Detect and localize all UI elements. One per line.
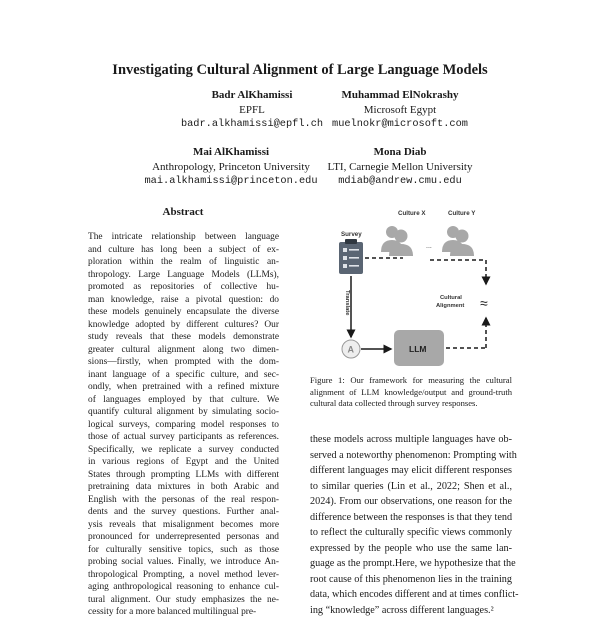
text-line: to similar queries (Lin et al., 2022; Shen et al., xyxy=(310,480,512,492)
author-block-4 xyxy=(280,145,520,189)
culture-y-label: Culture Y xyxy=(448,210,476,217)
text-line: pronounced for underrepresented personas and xyxy=(88,532,279,542)
text-line: of languages employed by that culture. We xyxy=(88,394,279,405)
text-line: promoted as repositories of collective hu- xyxy=(88,282,279,292)
translate-icon xyxy=(342,340,360,358)
text-line: these models genuinely encapsulate the diverse xyxy=(88,307,279,317)
text-line: study reveals that these models demonstrate xyxy=(88,332,279,342)
text-line: root cause of this phenomenon lies in the training xyxy=(310,573,512,585)
text-line: and culture has long been a subject of ex- xyxy=(88,244,279,255)
text-line: Figure 1: Our framework for measuring the cultural xyxy=(310,375,512,385)
text-line: alignment of LLM knowledge/output and ground-truth xyxy=(310,386,512,397)
author-affiliation: LTI, Carnegie Mellon University xyxy=(327,160,473,173)
text-line: inant language of a specific culture, and sec- xyxy=(88,369,279,380)
text-line: knowledge adopted by different cultures? Our xyxy=(88,319,279,330)
text-line: dents and the survey questions. Further anal- xyxy=(88,507,279,517)
author-email[interactable]: mdiab@andrew.cmu.edu xyxy=(338,175,462,187)
text-line: aging anthropological reasoning to enhance cul- xyxy=(88,582,279,592)
text-line: probing social values. Finally, we introduce An- xyxy=(88,557,279,567)
text-line: in various regions of Egypt and the United xyxy=(88,457,279,467)
culture-x-label: Culture X xyxy=(398,210,426,217)
translate-label: Translate xyxy=(344,290,350,316)
author-affiliation: Microsoft Egypt xyxy=(363,103,437,116)
author-block-2 xyxy=(280,88,520,132)
text-line: cultural data collected through survey responses. xyxy=(310,398,478,408)
text-line: States through prompting LLMs with different xyxy=(88,469,279,480)
cultural-label: Cultural xyxy=(440,295,462,301)
text-line: ondly, when pretrained with a refined mixture xyxy=(88,382,279,392)
text-line: different languages may elicit different responses xyxy=(310,465,512,476)
text-line: English with the personas of the real respon- xyxy=(88,494,279,505)
author-affiliation: EPFL xyxy=(239,103,265,116)
author-email[interactable]: mai.alkhamissi@princeton.edu xyxy=(144,175,318,187)
text-line: cessity for a more balanced multilingual pre- xyxy=(88,607,257,617)
framework-figure xyxy=(330,202,510,372)
text-line: ing “knowledge” across different languages.² xyxy=(310,604,494,616)
text-line: those of actual survey participants as references. xyxy=(88,432,279,442)
text-line: Specifically, we replicate a survey conducted xyxy=(88,444,279,455)
author-email[interactable]: muelnokr@microsoft.com xyxy=(332,118,468,130)
text-line: served a noteworthy phenomenon: Prompting with xyxy=(310,449,517,461)
approx-symbol: ≈ xyxy=(480,295,488,311)
text-line: difference between the responses is that they tend xyxy=(310,511,513,523)
alignment-label: Alignment xyxy=(436,303,465,309)
abstract-heading: Abstract xyxy=(162,206,204,218)
text-line: to reflect the culturally specific views commonly xyxy=(310,527,512,538)
text-line: The intricate relationship between language xyxy=(88,232,279,242)
text-line: for culturally sensitive topics, such as those xyxy=(88,544,279,555)
author-name: Mai AlKhamissi xyxy=(192,146,270,158)
author-name: Badr AlKhamissi xyxy=(211,89,293,101)
text-line: thropological Prompting, a novel method lever- xyxy=(88,569,279,580)
text-line: ploration within the realm of linguistic an- xyxy=(88,257,279,267)
author-name: Muhammad ElNokrashy xyxy=(341,89,459,101)
text-line: 2024). From our observations, one reason for the xyxy=(310,496,512,507)
author-email[interactable]: badr.alkhamissi@epfl.ch xyxy=(180,118,324,130)
text-line: man knowledge, raise a pivotal question: do xyxy=(88,294,279,305)
text-line: sions—firstly, when prompted with the dom- xyxy=(88,357,279,367)
text-line: thropology. Large Language Models (LLMs), xyxy=(88,269,279,280)
survey-label: Survey xyxy=(341,231,362,238)
author-name: Mona Diab xyxy=(373,146,427,158)
text-line: guage as the prompt.Here, we hypothesize that the xyxy=(310,558,516,569)
text-line: quantify cultural alignment by simulating socio- xyxy=(88,407,279,417)
text-line: logical surveys, comparing model responses to xyxy=(88,419,279,430)
translate-icon-glyph: A xyxy=(347,344,354,355)
text-line: expressed by the people who use the same lan- xyxy=(310,542,512,554)
people-icon xyxy=(381,226,474,256)
text-line: pretraining data mixtures in both Arabic and xyxy=(88,482,279,492)
ellipsis-label: ... xyxy=(426,243,432,250)
author-affiliation: Anthropology, Princeton University xyxy=(152,160,310,173)
paper-title: Investigating Cultural Alignment of Large Language Models xyxy=(112,62,488,78)
clipboard-icon xyxy=(339,239,363,274)
llm-label: LLM xyxy=(409,344,427,354)
text-line: ysis reveals that misalignment becomes more xyxy=(88,519,279,530)
text-line: tural alignment. Our study emphasizes the ne- xyxy=(88,594,279,605)
text-line: greater cultural alignment along two dimen- xyxy=(88,344,279,355)
text-line: these models across multiple languages have ob- xyxy=(310,434,512,445)
text-line: data, which encodes different and at times conflict- xyxy=(310,589,519,600)
